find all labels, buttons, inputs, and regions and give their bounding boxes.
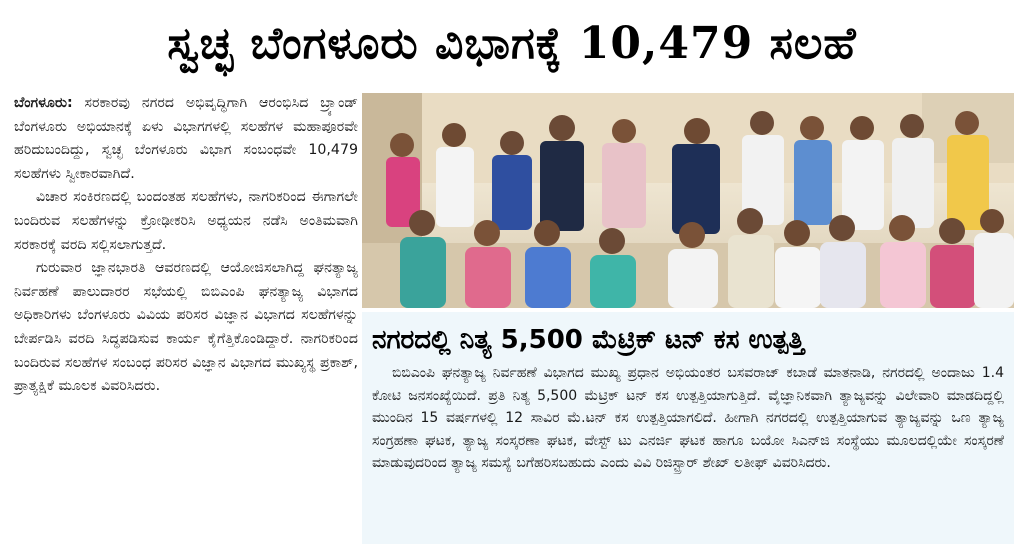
paragraph-1-text: ಸರಕಾರವು ನಗರದ ಅಭಿವೃದ್ಧಿಗಾಗಿ ಆರಂಭಿಸಿದ ಬ್ರ್ಯಾಂಡ್ ಬೆಂಗಳೂರು ಅಭಿಯಾನಕ್ಕೆ ಏಳು ವಿಭಾಗಗಳಲ್ಲಿ ಸಲಹೆಗಳ ಮಹಾಪೂರವೇ ಹರಿದುಬಂದಿದ್ದು, ಸ್ವಚ್ಛ ಬೆಂಗಳೂರು ವಿಭಾಗ ಸಂಬಂಧವೇ 10,479 ಸಲಹೆಗಳು ಸ್ವೀಕಾರವಾಗಿದೆ. bbox=[14, 95, 358, 182]
sub-article-body: ಬಿಬಿಎಂಪಿ ಘನತ್ಯಾಜ್ಯ ನಿರ್ವಹಣೆ ವಿಭಾಗದ ಮುಖ್ಯ ಪ್ರಧಾನ ಅಭಿಯಂತರ ಬಸವರಾಜ್ ಕಬಾಡೆ ಮಾತನಾಡಿ, ನಗರದಲ್ಲಿ ಅಂದಾಜು 1.4 ಕೋಟಿ ಜನಸಂಖ್ಯೆಯಿದೆ. ಪ್ರತಿ ನಿತ್ಯ 5,500 ಮೆಟ್ರಿಕ್ ಟನ್ ಕಸ ಉತ್ಪತ್ತಿಯಾಗುತ್ತಿದೆ. ವೈಜ್ಞಾನಿಕವಾಗಿ ತ್ಯಾಜ್ಯವನ್ನು ವಿಲೇವಾರಿ ಮಾಡದಿದ್ದಲ್ಲಿ ಮುಂದಿನ 15 ವರ್ಷಗಳಲ್ಲಿ 12 ಸಾವಿರ ಮೆ.ಟನ್ ಕಸ ಉತ್ಪತ್ತಿಯಾಗಲಿದೆ. ಹೀಗಾಗಿ ನಗರದಲ್ಲಿ ಉತ್ಪತ್ತಿಯಾಗುವ ತ್ಯಾಜ್ಯವನ್ನು ಒಣ ತ್ಯಾಜ್ಯ ಸಂಗ್ರಹಣಾ ಘಟಕ, ತ್ಯಾಜ್ಯ ಸಂಸ್ಕರಣಾ ಘಟಕ, ವೇಸ್ಟ್ ಟು ಎನರ್ಜಿ ಘಟಕ ಹಾಗೂ ಬಯೋ ಸಿಎನ್‌ಜಿ ಸಂಸ್ಥೆಯು ಮೂಲದಲ್ಲಿಯೇ ಸಂಸ್ಕರಣೆ ಮಾಡುವುದರಿಂದ ತ್ಯಾಜ್ಯ ಸಮಸ್ಯೆ ಬಗೆಹರಿಸಬಹುದು ಎಂದು ವಿವಿ ರಿಜಿಸ್ಟ್ರಾರ್ ಶೇಖ್ ಲತೀಫ್ ವಿವರಿಸಿದರು. bbox=[372, 365, 1004, 471]
dateline: ಬೆಂಗಳೂರು: bbox=[14, 95, 73, 111]
sub-headline: ನಗರದಲ್ಲಿ ನಿತ್ಯ 5,500 ಮೆಟ್ರಿಕ್ ಟನ್ ಕಸ ಉತ್ಪತ್ತಿ bbox=[372, 325, 805, 355]
sidebar-box bbox=[362, 312, 1014, 544]
paragraph-3: ಗುರುವಾರ ಜ್ಞಾನಭಾರತಿ ಆವರಣದಲ್ಲಿ ಆಯೋಜಿಸಲಾಗಿದ್ದ ಘನತ್ಯಾಜ್ಯ ನಿರ್ವಹಣೆ ಪಾಲುದಾರರ ಸಭೆಯಲ್ಲಿ ಬಿಬಿಎಂಪಿ ಘನತ್ಯಾಜ್ಯ ವಿಭಾಗದ ಅಧಿಕಾರಿಗಳು ಬೆಂಗಳೂರು ವಿವಿಯ ಪರಿಸರ ವಿಜ್ಞಾನ ವಿಭಾಗದ ಸಲಹೆಗಳನ್ನು ಬೇರ್ಪಡಿಸಿ ವರದಿ ಸಿದ್ಧಪಡಿಸುವ ಕಾರ್ಯ ಕೈಗೆತ್ತಿಕೊಂಡಿದ್ದಾರೆ. ನಾಗರಿಕರಿಂದ ಬಂದಿರುವ ಸಲಹೆಗಳ ಸಂಬಂಧ ಪರಿಸರ ವಿಜ್ಞಾನ ವಿಭಾಗದ ಮುಖ್ಯಸ್ಥ ಪ್ರಕಾಶ್, ಪ್ರಾತ್ಯಕ್ಷಿಕೆ ಮೂಲಕ ವಿವರಿಸಿದರು. bbox=[14, 260, 358, 395]
article-headline: ಸ್ವಚ್ಛ ಬೆಂಗಳೂರು ವಿಭಾಗಕ್ಕೆ 10,479 ಸಲಹೆ bbox=[167, 17, 857, 69]
article-left-column bbox=[14, 92, 358, 548]
paragraph-1 bbox=[14, 92, 358, 186]
paragraph-2: ವಿಚಾರ ಸಂಕಿರಣದಲ್ಲಿ ಬಂದಂತಹ ಸಲಹೆಗಳು, ನಾಗರಿಕರಿಂದ ಈಗಾಗಲೇ ಬಂದಿರುವ ಸಲಹೆಗಳನ್ನು ಕ್ರೋಢೀಕರಿಸಿ ಅಧ್ಯಯನ ನಡೆಸಿ ಅಂತಿಮವಾಗಿ ಸರಕಾರಕ್ಕೆ ವರದಿ ಸಲ್ಲಿಸಲಾಗುತ್ತದೆ. bbox=[14, 189, 358, 253]
group-photo bbox=[362, 93, 1014, 308]
group-photo-illustration bbox=[362, 93, 1014, 308]
